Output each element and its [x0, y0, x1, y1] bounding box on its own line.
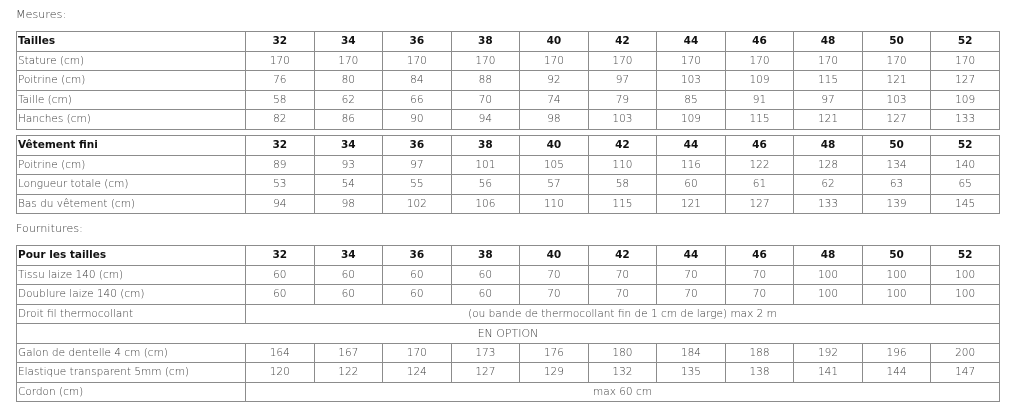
size-header-cell: 42	[588, 246, 657, 266]
row-label: Galon de dentelle 4 cm (cm)	[17, 343, 246, 363]
cordon-row	[17, 382, 1000, 402]
value-cell: 121	[657, 194, 726, 214]
size-header-cell: 52	[931, 246, 1000, 266]
vetement-fini-table	[16, 135, 1000, 214]
value-cell: 134	[862, 155, 931, 175]
fournitures-section-label: Fournitures:	[16, 222, 83, 235]
value-cell: 103	[657, 71, 726, 91]
value-cell: 105	[520, 155, 589, 175]
size-header-cell: 34	[314, 136, 383, 156]
value-cell: 97	[794, 90, 863, 110]
value-cell: 90	[383, 110, 452, 130]
table-row	[17, 110, 1000, 130]
value-cell: 115	[725, 110, 794, 130]
value-cell: 80	[314, 71, 383, 91]
size-header-cell: 52	[931, 32, 1000, 52]
table-row	[17, 265, 1000, 285]
value-cell: 170	[520, 51, 589, 71]
table-row	[17, 194, 1000, 214]
row-label: Taille (cm)	[17, 90, 246, 110]
value-cell: 170	[588, 51, 657, 71]
value-cell: 127	[931, 71, 1000, 91]
value-cell: 170	[657, 51, 726, 71]
size-header-cell: 46	[725, 32, 794, 52]
value-cell: 109	[931, 90, 1000, 110]
size-header-cell: 52	[931, 136, 1000, 156]
row-label: Tissu laize 140 (cm)	[17, 265, 246, 285]
value-cell: 100	[794, 285, 863, 305]
value-cell: 170	[314, 51, 383, 71]
value-cell: 170	[794, 51, 863, 71]
value-cell: 135	[657, 363, 726, 383]
size-header-cell: 40	[520, 246, 589, 266]
row-label: Elastique transparent 5mm (cm)	[17, 363, 246, 383]
value-cell: 92	[520, 71, 589, 91]
value-cell: 147	[931, 363, 1000, 383]
vetement-header-label: Vêtement fini	[17, 136, 246, 156]
size-header-cell: 42	[588, 136, 657, 156]
size-header-cell: 36	[383, 32, 452, 52]
value-cell: 70	[588, 285, 657, 305]
value-cell: 109	[725, 71, 794, 91]
value-cell: 85	[657, 90, 726, 110]
value-cell: 115	[794, 71, 863, 91]
row-label: Longueur totale (cm)	[17, 175, 246, 195]
table-row	[17, 175, 1000, 195]
value-cell: 82	[246, 110, 315, 130]
size-header-cell: 44	[657, 136, 726, 156]
value-cell: 200	[931, 343, 1000, 363]
value-cell: 89	[246, 155, 315, 175]
size-header-cell: 48	[794, 32, 863, 52]
value-cell: 70	[725, 285, 794, 305]
row-label: Poitrine (cm)	[17, 71, 246, 91]
value-cell: 70	[725, 265, 794, 285]
value-cell: 57	[520, 175, 589, 195]
cordon-value: max 60 cm	[246, 382, 1000, 402]
vetement-header-row	[17, 136, 1000, 156]
table-row	[17, 343, 1000, 363]
fournitures-table	[16, 245, 1000, 402]
row-label: Bas du vêtement (cm)	[17, 194, 246, 214]
size-header-cell: 34	[314, 246, 383, 266]
value-cell: 128	[794, 155, 863, 175]
value-cell: 60	[451, 265, 520, 285]
value-cell: 164	[246, 343, 315, 363]
value-cell: 180	[588, 343, 657, 363]
value-cell: 98	[520, 110, 589, 130]
size-header-cell: 36	[383, 136, 452, 156]
value-cell: 88	[451, 71, 520, 91]
value-cell: 70	[520, 265, 589, 285]
value-cell: 121	[794, 110, 863, 130]
value-cell: 94	[451, 110, 520, 130]
value-cell: 66	[383, 90, 452, 110]
value-cell: 97	[588, 71, 657, 91]
value-cell: 116	[657, 155, 726, 175]
value-cell: 170	[931, 51, 1000, 71]
value-cell: 192	[794, 343, 863, 363]
size-header-cell: 42	[588, 32, 657, 52]
value-cell: 84	[383, 71, 452, 91]
table-row	[17, 155, 1000, 175]
fournitures-header-label: Pour les tailles	[17, 246, 246, 266]
mesures-header-row	[17, 32, 1000, 52]
row-label: Doublure laize 140 (cm)	[17, 285, 246, 305]
size-header-cell: 34	[314, 32, 383, 52]
value-cell: 173	[451, 343, 520, 363]
table-row	[17, 285, 1000, 305]
value-cell: 60	[246, 285, 315, 305]
value-cell: 106	[451, 194, 520, 214]
value-cell: 100	[931, 265, 1000, 285]
value-cell: 74	[520, 90, 589, 110]
table-row	[17, 90, 1000, 110]
value-cell: 100	[862, 265, 931, 285]
value-cell: 139	[862, 194, 931, 214]
droit-fil-label: Droit fil thermocollant	[17, 304, 246, 324]
value-cell: 133	[794, 194, 863, 214]
value-cell: 62	[314, 90, 383, 110]
value-cell: 60	[314, 265, 383, 285]
size-header-cell: 48	[794, 246, 863, 266]
size-header-cell: 48	[794, 136, 863, 156]
value-cell: 60	[383, 265, 452, 285]
value-cell: 60	[383, 285, 452, 305]
value-cell: 127	[862, 110, 931, 130]
value-cell: 79	[588, 90, 657, 110]
value-cell: 101	[451, 155, 520, 175]
value-cell: 62	[794, 175, 863, 195]
value-cell: 145	[931, 194, 1000, 214]
value-cell: 170	[383, 343, 452, 363]
value-cell: 53	[246, 175, 315, 195]
size-header-cell: 50	[862, 32, 931, 52]
size-header-cell: 38	[451, 136, 520, 156]
row-label: Stature (cm)	[17, 51, 246, 71]
value-cell: 76	[246, 71, 315, 91]
value-cell: 98	[314, 194, 383, 214]
value-cell: 60	[451, 285, 520, 305]
value-cell: 103	[862, 90, 931, 110]
value-cell: 70	[657, 265, 726, 285]
value-cell: 56	[451, 175, 520, 195]
value-cell: 138	[725, 363, 794, 383]
fournitures-header-row	[17, 246, 1000, 266]
value-cell: 70	[657, 285, 726, 305]
value-cell: 70	[451, 90, 520, 110]
value-cell: 170	[862, 51, 931, 71]
value-cell: 86	[314, 110, 383, 130]
value-cell: 54	[314, 175, 383, 195]
table-row	[17, 51, 1000, 71]
value-cell: 170	[451, 51, 520, 71]
droit-fil-value: (ou bande de thermocollant fin de 1 cm de large) max 2 m	[246, 304, 1000, 324]
size-header-cell: 46	[725, 246, 794, 266]
value-cell: 65	[931, 175, 1000, 195]
table-row	[17, 363, 1000, 383]
size-header-cell: 36	[383, 246, 452, 266]
value-cell: 170	[246, 51, 315, 71]
mesures-section-label: Mesures:	[16, 8, 67, 21]
value-cell: 184	[657, 343, 726, 363]
value-cell: 61	[725, 175, 794, 195]
size-header-cell: 32	[246, 136, 315, 156]
value-cell: 100	[862, 285, 931, 305]
value-cell: 129	[520, 363, 589, 383]
row-label: Poitrine (cm)	[17, 155, 246, 175]
value-cell: 63	[862, 175, 931, 195]
value-cell: 120	[246, 363, 315, 383]
value-cell: 176	[520, 343, 589, 363]
size-header-cell: 40	[520, 136, 589, 156]
value-cell: 132	[588, 363, 657, 383]
value-cell: 60	[314, 285, 383, 305]
value-cell: 133	[931, 110, 1000, 130]
value-cell: 109	[657, 110, 726, 130]
value-cell: 70	[588, 265, 657, 285]
en-option-label: EN OPTION	[17, 324, 1000, 344]
value-cell: 97	[383, 155, 452, 175]
value-cell: 60	[657, 175, 726, 195]
value-cell: 144	[862, 363, 931, 383]
cordon-label: Cordon (cm)	[17, 382, 246, 402]
value-cell: 196	[862, 343, 931, 363]
value-cell: 94	[246, 194, 315, 214]
value-cell: 100	[794, 265, 863, 285]
value-cell: 58	[246, 90, 315, 110]
value-cell: 110	[520, 194, 589, 214]
size-header-cell: 38	[451, 32, 520, 52]
value-cell: 124	[383, 363, 452, 383]
value-cell: 188	[725, 343, 794, 363]
value-cell: 60	[246, 265, 315, 285]
value-cell: 170	[383, 51, 452, 71]
value-cell: 93	[314, 155, 383, 175]
value-cell: 167	[314, 343, 383, 363]
size-header-cell: 40	[520, 32, 589, 52]
size-header-cell: 32	[246, 246, 315, 266]
option-row	[17, 324, 1000, 344]
size-header-cell: 44	[657, 246, 726, 266]
value-cell: 91	[725, 90, 794, 110]
value-cell: 58	[588, 175, 657, 195]
size-header-cell: 44	[657, 32, 726, 52]
value-cell: 141	[794, 363, 863, 383]
value-cell: 127	[451, 363, 520, 383]
value-cell: 70	[520, 285, 589, 305]
size-header-cell: 50	[862, 136, 931, 156]
value-cell: 122	[725, 155, 794, 175]
row-label: Hanches (cm)	[17, 110, 246, 130]
mesures-header-label: Tailles	[17, 32, 246, 52]
table-row	[17, 71, 1000, 91]
value-cell: 115	[588, 194, 657, 214]
value-cell: 170	[725, 51, 794, 71]
value-cell: 140	[931, 155, 1000, 175]
mesures-table	[16, 31, 1000, 130]
size-header-cell: 38	[451, 246, 520, 266]
value-cell: 100	[931, 285, 1000, 305]
size-header-cell: 50	[862, 246, 931, 266]
size-header-cell: 46	[725, 136, 794, 156]
droit-fil-row	[17, 304, 1000, 324]
value-cell: 103	[588, 110, 657, 130]
value-cell: 102	[383, 194, 452, 214]
value-cell: 55	[383, 175, 452, 195]
value-cell: 121	[862, 71, 931, 91]
size-header-cell: 32	[246, 32, 315, 52]
value-cell: 122	[314, 363, 383, 383]
value-cell: 127	[725, 194, 794, 214]
value-cell: 110	[588, 155, 657, 175]
